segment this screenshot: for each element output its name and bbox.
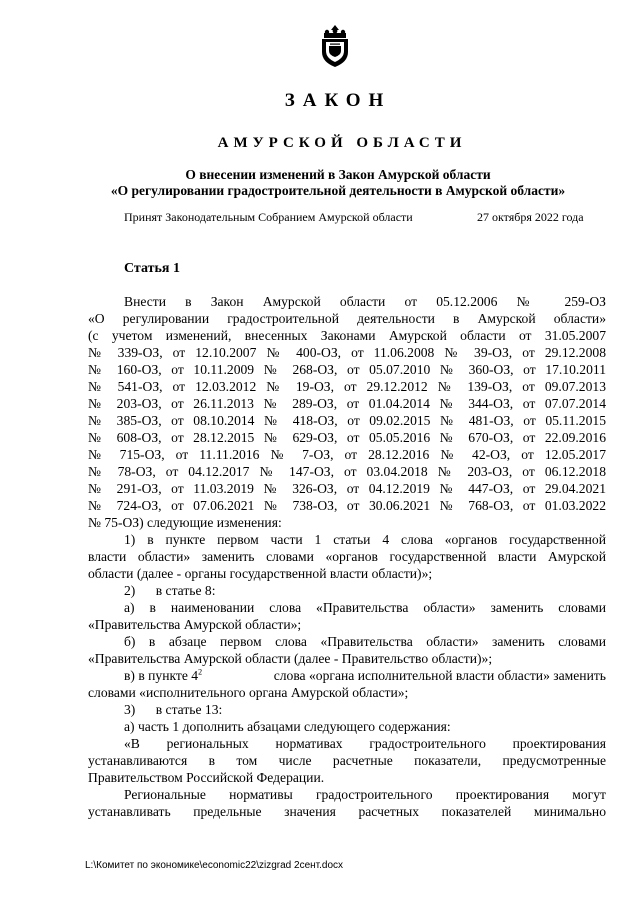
adopted-by-text: Принят Законодательным Собранием Амурской области	[124, 210, 413, 224]
region-title: АМУРСКОЙ ОБЛАСТИ	[217, 135, 467, 151]
body-line: № 715-ОЗ, от 11.11.2016 № 7-ОЗ, от 28.12.2016 № 42-ОЗ, от 12.05.2017	[88, 447, 606, 462]
body-line: № 78-ОЗ, от 04.12.2017 № 147-ОЗ, от 03.04.2018 № 203-ОЗ, от 06.12.2018	[88, 464, 606, 479]
file-path-footer: L:\Комитет по экономике\economic22\zizgrad 2сент.docx	[85, 860, 344, 871]
body-line: № 385-ОЗ, от 08.10.2014 № 418-ОЗ, от 09.02.2015 № 481-ОЗ, от 05.11.2015	[88, 413, 606, 428]
body-line: (с учетом изменений, внесенных Законами Амурской области от 31.05.2007	[88, 328, 606, 343]
body-line: «Правительства Амурской области (далее - Правительство области)»;	[88, 651, 493, 666]
body-line: Внести в Закон Амурской области от 05.12.2006 № 259-ОЗ	[124, 294, 606, 309]
body-line: области (далее - органы государственной власти области)»;	[88, 566, 433, 581]
body-line: № 291-ОЗ, от 11.03.2019 № 326-ОЗ, от 04.12.2019 № 447-ОЗ, от 29.04.2021	[88, 481, 606, 496]
body-line-part: в) в пункте 4	[124, 668, 199, 683]
body-line: № 339-ОЗ, от 12.10.2007 № 400-ОЗ, от 11.06.2008 № 39-ОЗ, от 29.12.2008	[88, 345, 606, 360]
body-line: б) в абзаце первом слова «Правительства области» заменить словами	[124, 634, 606, 649]
law-title: ЗАКОН	[284, 90, 392, 111]
list-item-3: 3) в статье 13:	[124, 702, 223, 717]
body-line: № 608-ОЗ, от 28.12.2015 № 629-ОЗ, от 05.05.2016 № 670-ОЗ, от 22.09.2016	[88, 430, 606, 445]
body-line: № 541-ОЗ, от 12.03.2012 № 19-ОЗ, от 29.12.2012 № 139-ОЗ, от 09.07.2013	[88, 379, 606, 394]
quote-line: устанавливать предельные значения расчетных показателей минимально	[88, 804, 606, 819]
law-subtitle-line-2: «О регулировании градостроительной деятельности в Амурской области»	[110, 183, 566, 198]
list-item-1: 1) в пункте первом части 1 статьи 4 слова «органов государственной	[124, 532, 606, 547]
body-line: словами «исполнительного органа Амурской области»;	[88, 685, 409, 700]
coat-of-arms-emblem	[318, 24, 352, 68]
body-line: а) в наименовании слова «Правительства области» заменить словами	[124, 600, 606, 615]
list-item-2: 2) в статье 8:	[124, 583, 216, 598]
adopted-date: 27 октября 2022 года	[477, 210, 584, 224]
body-line: «О регулировании градостроительной деятельности в Амурской области»	[88, 311, 606, 326]
quote-line: «В региональных нормативах градостроительного проектирования	[124, 736, 606, 751]
article-heading: Статья 1	[124, 261, 180, 276]
body-line-part: слова «органа исполнительной власти области» заменить	[273, 668, 606, 683]
superscript: 2	[198, 667, 203, 677]
body-line: «Правительства Амурской области»;	[88, 617, 302, 632]
quote-line: устанавливаются в том числе расчетные показатели, предусмотренные	[88, 753, 606, 768]
body-line: № 203-ОЗ, от 26.11.2013 № 289-ОЗ, от 01.04.2014 № 344-ОЗ, от 07.07.2014	[88, 396, 606, 411]
body-line: № 724-ОЗ, от 07.06.2021 № 738-ОЗ, от 30.06.2021 № 768-ОЗ, от 01.03.2022	[88, 498, 606, 513]
quote-line: Региональные нормативы градостроительного проектирования могут	[124, 787, 606, 802]
body-line: № 75-ОЗ) следующие изменения:	[88, 515, 282, 530]
body-line: а) часть 1 дополнить абзацами следующего содержания:	[124, 719, 451, 734]
body-line: власти области» заменить словами «органов государственной власти Амурской	[88, 549, 606, 564]
law-subtitle-line-1: О внесении изменений в Закон Амурской области	[185, 167, 491, 182]
quote-line: Правительством Российской Федерации.	[88, 770, 325, 785]
body-line: № 160-ОЗ, от 10.11.2009 № 268-ОЗ, от 05.07.2010 № 360-ОЗ, от 17.10.2011	[88, 362, 606, 377]
